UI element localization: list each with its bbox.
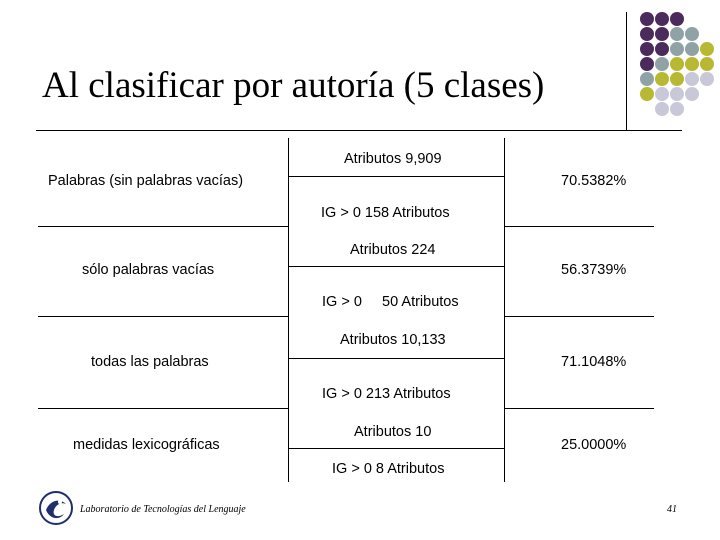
table-divider [38,316,288,317]
table-divider [288,138,289,482]
decorative-dot [655,27,669,41]
decorative-dot [640,42,654,56]
lab-logo-icon [38,490,74,526]
decorative-dot [670,12,684,26]
row-label: sólo palabras vacías [82,262,215,278]
row-atributos: Atributos 10,133 [340,332,446,348]
row-atributos: Atributos 224 [350,242,436,258]
table-divider [288,448,504,449]
table-divider [38,408,288,409]
decorative-dot [685,72,699,86]
decorative-dot [655,72,669,86]
slide-title: Al clasificar por autoría (5 clases) [42,65,545,106]
decorative-dot-grid [640,12,716,118]
decorative-dot [640,72,654,86]
decorative-dot [700,72,714,86]
decorative-dot [655,42,669,56]
row-ig: IG > 0 158 Atributos [321,205,450,221]
page-number: 41 [667,504,677,515]
title-horizontal-rule [36,130,682,131]
decorative-dot [670,27,684,41]
table-divider [504,138,505,482]
table-divider [504,226,654,227]
table-divider [504,316,654,317]
decorative-dot [640,57,654,71]
row-label: medidas lexicográficas [73,437,220,453]
decorative-dot [670,102,684,116]
decorative-dot [670,87,684,101]
decorative-dot [685,57,699,71]
decorative-dot [655,12,669,26]
decorative-dot [655,57,669,71]
decorative-dot [670,57,684,71]
table-divider [288,358,504,359]
decorative-dot [700,57,714,71]
decorative-dot [655,102,669,116]
decorative-dot [685,27,699,41]
decorative-dot [640,12,654,26]
decorative-dot [640,87,654,101]
table-divider [504,408,654,409]
row-ig: IG > 0 213 Atributos [322,386,451,402]
row-accuracy: 56.3739% [561,262,627,278]
title-vertical-rule [626,12,627,130]
row-accuracy: 70.5382% [561,173,627,189]
row-label: todas las palabras [91,354,209,370]
row-accuracy: 71.1048% [561,354,627,370]
decorative-dot [685,42,699,56]
row-ig: IG > 0 8 Atributos [332,461,445,477]
row-ig: IG > 0 50 Atributos [322,294,459,310]
decorative-dot [700,42,714,56]
table-divider [288,266,504,267]
decorative-dot [640,27,654,41]
table-divider [288,176,504,177]
row-label: Palabras (sin palabras vacías) [48,173,244,189]
row-atributos: Atributos 9,909 [344,151,442,167]
row-accuracy: 25.0000% [561,437,627,453]
decorative-dot [655,87,669,101]
decorative-dot [685,87,699,101]
table-divider [38,226,288,227]
decorative-dot [670,42,684,56]
row-atributos: Atributos 10 [354,424,432,440]
decorative-dot [670,72,684,86]
footer-lab-name: Laboratorio de Tecnologías del Lenguaje [80,504,246,515]
